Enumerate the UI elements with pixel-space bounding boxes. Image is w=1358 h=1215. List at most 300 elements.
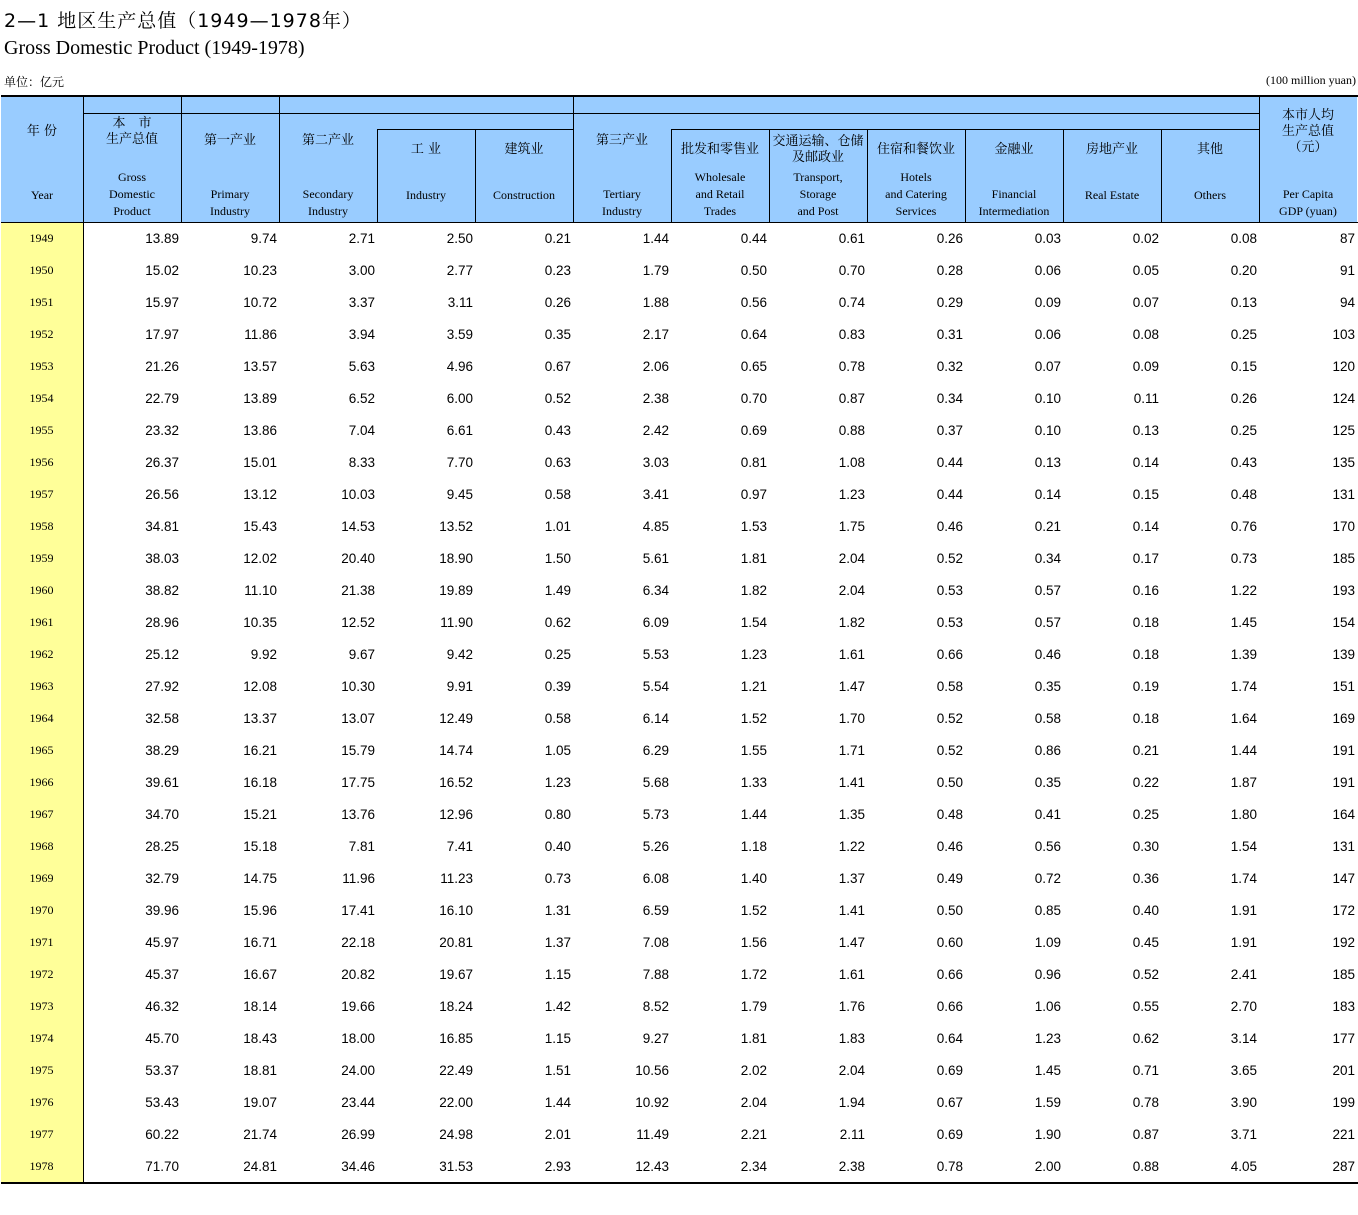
table-cell: 1.76 [838,999,865,1014]
table-cell: 1.41 [838,775,865,790]
table-cell: 0.49 [936,871,963,886]
col-divider-6 [573,95,574,222]
table-cell: 1.15 [544,1031,571,1046]
header-cn-5: 建筑业 [504,142,544,157]
header-en-12: Others [1194,188,1226,202]
table-cell: 27.92 [145,679,179,694]
year-cell: 1975 [1,1063,82,1081]
year-cell: 1978 [1,1159,82,1177]
header-cn-7: 批发和零售业 [680,142,759,157]
table-cell: 3.71 [1230,1127,1257,1142]
table-cell: 2.06 [642,359,669,374]
table-cell: 1.55 [740,743,767,758]
table-cell: 16.71 [243,935,277,950]
table-cell: 1.81 [740,551,767,566]
table-cell: 0.50 [936,775,963,790]
table-cell: 12.49 [439,711,473,726]
table-cell: 131 [1332,839,1355,854]
table-cell: 13.89 [145,231,179,246]
table-cell: 20.82 [341,967,375,982]
year-cell: 1971 [1,935,82,953]
table-cell: 38.03 [145,551,179,566]
table-cell: 1.01 [544,519,571,534]
table-cell: 23.32 [145,423,179,438]
table-cell: 1.82 [838,615,865,630]
table-cell: 125 [1332,423,1355,438]
table-cell: 0.46 [936,839,963,854]
table-cell: 1.53 [740,519,767,534]
table-cell: 0.44 [936,487,963,502]
table-cell: 0.57 [1034,615,1061,630]
header-en-7: Wholesale and Retail Trades [694,170,746,218]
table-cell: 1.37 [838,871,865,886]
header-en-0: Year [30,188,54,202]
table-cell: 1.91 [1230,903,1257,918]
table-cell: 9.74 [250,231,277,246]
year-cell: 1961 [1,615,82,633]
table-cell: 0.86 [1034,743,1061,758]
table-cell: 0.37 [936,423,963,438]
table-cell: 1.79 [642,263,669,278]
table-cell: 11.10 [244,583,277,598]
table-cell: 17.41 [341,903,375,918]
table-cell: 34.81 [145,519,179,534]
table-cell: 2.21 [740,1127,767,1142]
table-cell: 5.68 [642,775,669,790]
year-cell: 1956 [1,455,82,473]
year-cell: 1966 [1,775,82,793]
year-cell: 1952 [1,327,82,345]
year-cell: 1954 [1,391,82,409]
table-cell: 34.46 [341,1159,375,1174]
table-cell: 0.97 [740,487,767,502]
table-cell: 1.05 [544,743,571,758]
table-cell: 5.63 [348,359,375,374]
table-cell: 0.88 [838,423,865,438]
year-cell: 1965 [1,743,82,761]
table-cell: 2.17 [642,327,669,342]
table-cell: 0.22 [1132,775,1159,790]
table-cell: 183 [1332,999,1355,1014]
table-cell: 3.41 [642,487,669,502]
table-cell: 1.80 [1230,807,1257,822]
table-cell: 10.92 [635,1095,669,1110]
year-cell: 1967 [1,807,82,825]
table-cell: 7.08 [642,935,669,950]
header-en-6: Tertiary Industry [602,187,642,218]
table-cell: 1.40 [740,871,767,886]
table-cell: 19.07 [243,1095,277,1110]
table-cell: 2.02 [740,1063,767,1078]
table-cell: 135 [1332,455,1355,470]
table-cell: 0.87 [838,391,865,406]
table-cell: 16.21 [243,743,277,758]
col-divider-5 [475,129,476,222]
table-cell: 9.27 [642,1031,669,1046]
col-divider-4 [377,129,378,222]
table-cell: 22.00 [439,1095,473,1110]
table-cell: 10.30 [341,679,375,694]
table-cell: 13.12 [243,487,277,502]
col-divider-9 [867,129,868,222]
table-cell: 18.90 [439,551,473,566]
table-cell: 0.45 [1132,935,1159,950]
table-cell: 0.63 [544,455,571,470]
table-cell: 1.35 [838,807,865,822]
table-cell: 8.52 [642,999,669,1014]
table-cell: 7.70 [446,455,473,470]
table-cell: 24.81 [243,1159,277,1174]
table-cell: 169 [1332,711,1355,726]
table-cell: 1.31 [544,903,571,918]
table-cell: 0.62 [544,615,571,630]
table-cell: 13.37 [243,711,277,726]
table-cell: 0.20 [1230,263,1257,278]
table-cell: 0.43 [544,423,571,438]
table-cell: 0.58 [544,487,571,502]
header-en-4: Industry [406,188,446,202]
table-cell: 1.33 [740,775,767,790]
table-cell: 0.41 [1034,807,1061,822]
table-top-rule [1,95,1358,97]
table-cell: 1.59 [1034,1095,1061,1110]
table-cell: 0.10 [1034,391,1061,406]
table-cell: 0.13 [1230,295,1257,310]
table-cell: 0.25 [544,647,571,662]
table-cell: 53.37 [145,1063,179,1078]
table-cell: 6.61 [446,423,473,438]
table-cell: 11.86 [244,327,277,342]
gdp-table [1,95,1358,1183]
table-cell: 124 [1332,391,1355,406]
table-cell: 0.26 [544,295,571,310]
table-cell: 24.00 [341,1063,375,1078]
table-cell: 0.58 [936,679,963,694]
table-cell: 1.72 [740,967,767,982]
table-cell: 2.00 [1034,1159,1061,1174]
table-cell: 45.97 [145,935,179,950]
table-cell: 12.96 [439,807,473,822]
table-cell: 7.41 [446,839,473,854]
table-cell: 0.21 [544,231,571,246]
table-cell: 3.03 [642,455,669,470]
table-cell: 0.78 [1132,1095,1159,1110]
table-cell: 94 [1339,295,1355,310]
table-cell: 6.29 [642,743,669,758]
table-cell: 1.81 [740,1031,767,1046]
table-cell: 0.57 [1034,583,1061,598]
table-cell: 0.15 [1132,487,1159,502]
year-cell: 1968 [1,839,82,857]
table-cell: 1.21 [740,679,767,694]
table-cell: 1.44 [544,1095,571,1110]
table-cell: 23.44 [341,1095,375,1110]
table-cell: 3.37 [348,295,375,310]
table-cell: 0.66 [936,647,963,662]
table-cell: 1.23 [544,775,571,790]
table-cell: 18.43 [243,1031,277,1046]
year-cell: 1959 [1,551,82,569]
table-cell: 1.37 [544,935,571,950]
table-cell: 16.10 [439,903,473,918]
table-cell: 53.43 [145,1095,179,1110]
table-cell: 2.34 [740,1159,767,1174]
table-cell: 0.48 [936,807,963,822]
table-cell: 32.79 [145,871,179,886]
table-cell: 1.79 [740,999,767,1014]
table-cell: 1.91 [1230,935,1257,950]
table-cell: 1.41 [838,903,865,918]
table-cell: 103 [1332,327,1355,342]
table-cell: 12.52 [341,615,375,630]
table-cell: 1.42 [544,999,571,1014]
table-cell: 0.46 [936,519,963,534]
table-cell: 15.02 [145,263,179,278]
table-cell: 6.09 [642,615,669,630]
table-cell: 91 [1339,263,1355,278]
table-cell: 0.05 [1132,263,1159,278]
table-cell: 1.75 [838,519,865,534]
table-cell: 0.67 [936,1095,963,1110]
table-cell: 221 [1332,1127,1355,1142]
table-cell: 21.26 [145,359,179,374]
table-cell: 11.90 [440,615,473,630]
table-cell: 154 [1332,615,1355,630]
col-divider-7 [671,129,672,222]
table-cell: 1.52 [740,903,767,918]
table-cell: 1.70 [838,711,865,726]
table-cell: 26.37 [145,455,179,470]
table-cell: 2.93 [544,1159,571,1174]
header-bottom-rule [1,222,1358,223]
table-cell: 9.42 [446,647,473,662]
table-cell: 15.97 [145,295,179,310]
header-en-3: Secondary Industry [302,187,354,218]
year-cell: 1963 [1,679,82,697]
table-cell: 13.89 [243,391,277,406]
table-cell: 31.53 [439,1159,473,1174]
table-cell: 15.96 [243,903,277,918]
table-cell: 0.88 [1132,1159,1159,1174]
table-cell: 18.81 [243,1063,277,1078]
table-cell: 18.14 [243,999,277,1014]
table-cell: 3.59 [446,327,473,342]
table-cell: 120 [1332,359,1355,374]
table-cell: 2.42 [642,423,669,438]
table-cell: 185 [1332,551,1355,566]
table-cell: 1.22 [1230,583,1257,598]
header-en-13: Per Capita GDP (yuan) [1279,187,1337,218]
table-cell: 0.58 [1034,711,1061,726]
table-cell: 1.87 [1230,775,1257,790]
table-cell: 21.38 [341,583,375,598]
table-cell: 0.56 [1034,839,1061,854]
table-cell: 0.50 [936,903,963,918]
table-cell: 0.18 [1132,647,1159,662]
table-cell: 2.04 [838,583,865,598]
table-cell: 1.15 [544,967,571,982]
table-cell: 0.40 [1132,903,1159,918]
table-cell: 0.55 [1132,999,1159,1014]
table-cell: 26.99 [341,1127,375,1142]
table-cell: 24.98 [439,1127,473,1142]
table-cell: 2.04 [740,1095,767,1110]
table-cell: 1.50 [544,551,571,566]
table-cell: 7.81 [348,839,375,854]
table-cell: 20.81 [439,935,473,950]
table-cell: 0.08 [1132,327,1159,342]
table-cell: 1.74 [1230,679,1257,694]
table-cell: 4.96 [446,359,473,374]
header-en-5: Construction [493,188,555,202]
table-cell: 1.47 [838,679,865,694]
table-cell: 13.86 [243,423,277,438]
table-cell: 1.88 [642,295,669,310]
year-cell: 1951 [1,295,82,313]
table-cell: 0.25 [1230,327,1257,342]
table-cell: 0.02 [1132,231,1159,246]
table-cell: 1.49 [544,583,571,598]
table-cell: 28.25 [145,839,179,854]
table-cell: 5.53 [642,647,669,662]
col-divider-11 [1063,129,1064,222]
table-cell: 0.65 [740,359,767,374]
table-cell: 199 [1332,1095,1355,1110]
table-cell: 38.29 [145,743,179,758]
table-cell: 0.56 [740,295,767,310]
table-cell: 0.39 [544,679,571,694]
table-cell: 151 [1332,679,1355,694]
table-cell: 1.08 [838,455,865,470]
table-cell: 0.69 [936,1063,963,1078]
header-cn-2: 第一产业 [203,133,256,148]
table-cell: 71.70 [145,1159,179,1174]
table-cell: 1.61 [838,647,865,662]
right-header-divider [1259,95,1260,222]
table-cell: 13.57 [243,359,277,374]
table-cell: 0.50 [740,263,767,278]
year-cell: 1953 [1,359,82,377]
table-cell: 2.70 [1230,999,1257,1014]
year-cell: 1974 [1,1031,82,1049]
table-bottom-rule [1,1182,1358,1184]
header-cn-10: 金融业 [994,142,1034,157]
col-divider-8 [769,129,770,222]
table-cell: 0.34 [1034,551,1061,566]
table-cell: 0.76 [1230,519,1257,534]
table-cell: 4.05 [1230,1159,1257,1174]
table-cell: 11.23 [440,871,473,886]
col-divider-12 [1161,129,1162,222]
table-cell: 0.69 [936,1127,963,1142]
table-cell: 12.02 [243,551,277,566]
table-cell: 11.49 [636,1127,669,1142]
year-col-divider [83,95,84,1182]
table-cell: 0.13 [1132,423,1159,438]
table-cell: 6.52 [348,391,375,406]
table-cell: 0.85 [1034,903,1061,918]
table-cell: 0.07 [1132,295,1159,310]
table-cell: 2.71 [348,231,375,246]
year-cell: 1962 [1,647,82,665]
table-cell: 0.14 [1132,519,1159,534]
table-cell: 16.67 [243,967,277,982]
table-cell: 0.15 [1230,359,1257,374]
table-cell: 0.71 [1132,1063,1159,1078]
header-cn-0: 年 份 [26,124,58,139]
table-cell: 17.97 [145,327,179,342]
table-cell: 0.29 [936,295,963,310]
table-cell: 9.67 [348,647,375,662]
table-cell: 0.18 [1132,711,1159,726]
table-cell: 0.18 [1132,615,1159,630]
table-cell: 15.79 [341,743,375,758]
table-cell: 12.08 [243,679,277,694]
table-cell: 0.08 [1230,231,1257,246]
table-cell: 15.43 [243,519,277,534]
table-cell: 0.06 [1034,263,1061,278]
table-cell: 1.23 [740,647,767,662]
table-cell: 2.50 [446,231,473,246]
table-cell: 14.74 [439,743,473,758]
table-cell: 0.07 [1034,359,1061,374]
table-cell: 14.75 [243,871,277,886]
table-cell: 18.00 [341,1031,375,1046]
header-cn-4: 工 业 [410,142,442,157]
table-cell: 2.04 [838,551,865,566]
table-cell: 0.52 [936,711,963,726]
col-divider-10 [965,129,966,222]
table-cell: 2.77 [446,263,473,278]
table-cell: 10.03 [341,487,375,502]
table-cell: 1.94 [838,1095,865,1110]
table-cell: 0.64 [936,1031,963,1046]
year-cell: 1957 [1,487,82,505]
table-cell: 185 [1332,967,1355,982]
table-cell: 147 [1332,871,1355,886]
header-cn-1: 本 市 生产总值 [105,116,158,147]
table-cell: 0.16 [1132,583,1159,598]
table-cell: 1.23 [838,487,865,502]
year-cell: 1949 [1,231,82,249]
table-cell: 201 [1332,1063,1355,1078]
table-cell: 28.96 [145,615,179,630]
year-cell: 1972 [1,967,82,985]
table-cell: 1.09 [1034,935,1061,950]
table-cell: 6.08 [642,871,669,886]
header-top-inner-rule [83,113,1259,114]
col-divider-3 [279,95,280,222]
table-cell: 0.40 [544,839,571,854]
table-cell: 7.04 [348,423,375,438]
year-cell: 1955 [1,423,82,441]
table-cell: 0.44 [740,231,767,246]
year-cell: 1973 [1,999,82,1017]
table-cell: 0.60 [936,935,963,950]
table-cell: 0.03 [1034,231,1061,246]
table-cell: 26.56 [145,487,179,502]
table-cell: 0.28 [936,263,963,278]
table-cell: 46.32 [145,999,179,1014]
table-cell: 0.70 [838,263,865,278]
table-cell: 193 [1332,583,1355,598]
table-cell: 12.43 [635,1159,669,1174]
year-cell: 1977 [1,1127,82,1145]
table-cell: 3.00 [348,263,375,278]
header-cn-3: 第二产业 [301,133,354,148]
table-cell: 16.52 [439,775,473,790]
table-cell: 2.38 [838,1159,865,1174]
